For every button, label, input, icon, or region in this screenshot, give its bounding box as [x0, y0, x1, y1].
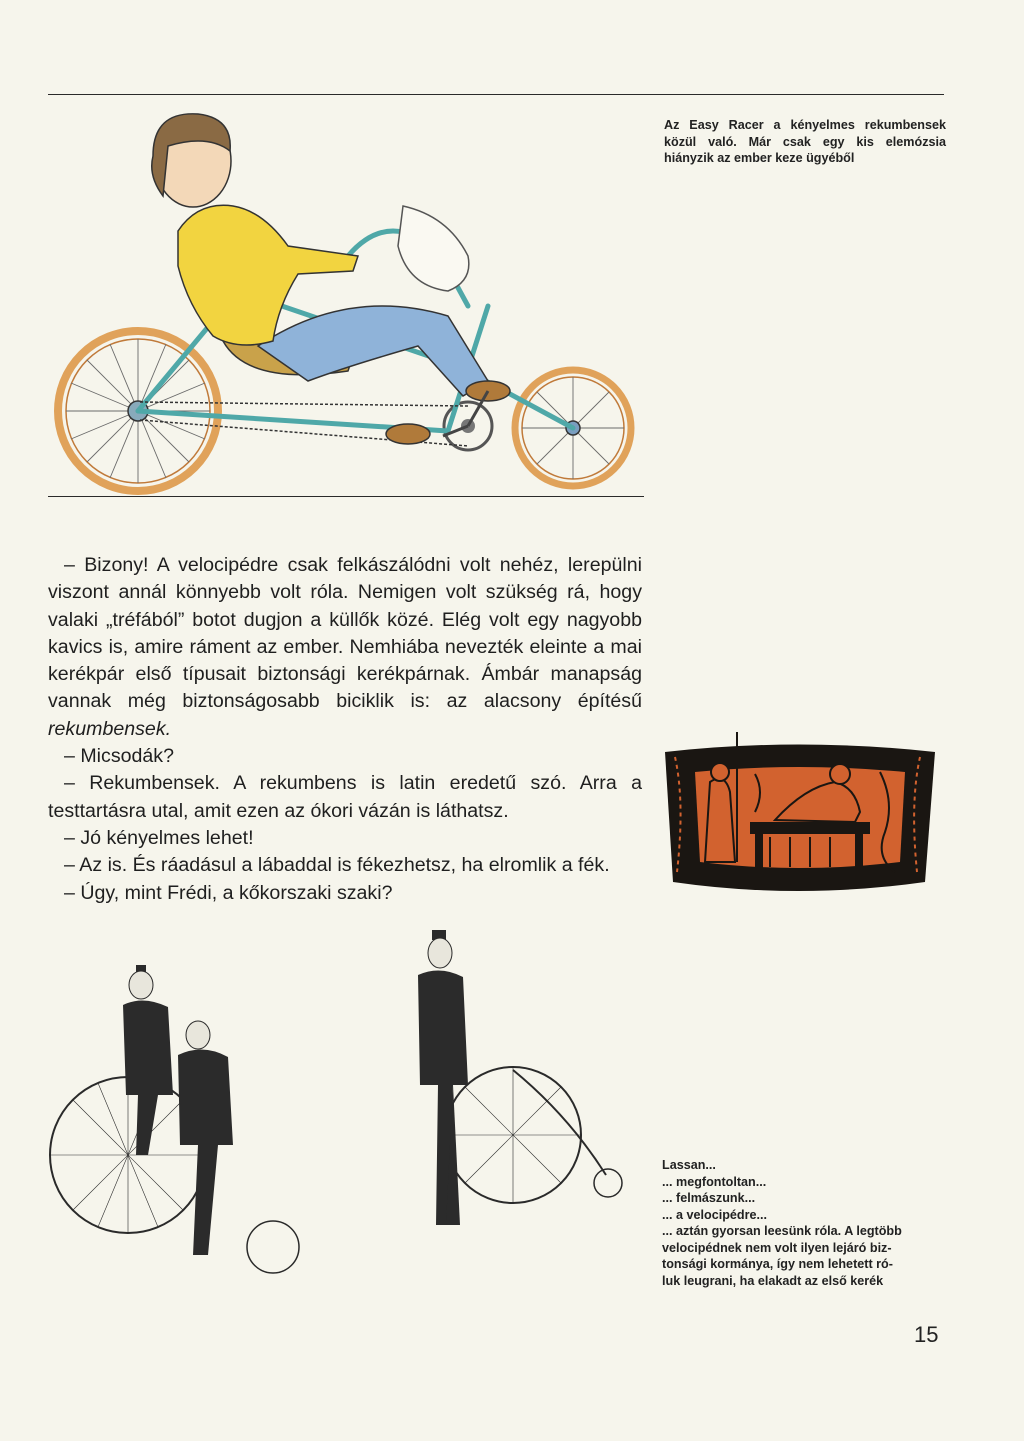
main-body-text [48, 552, 642, 907]
page-number: 15 [914, 1322, 939, 1347]
recumbent-bike-illustration [48, 106, 644, 498]
caption-line: tonsági kormánya, így nem lehetett ró- [662, 1257, 893, 1271]
caption-line: ... megfontoltan... [662, 1174, 767, 1189]
ancient-vase-painting [655, 712, 941, 904]
caption-line: ... aztán gyorsan leesünk róla. A legtöbb [662, 1224, 902, 1238]
penny-farthing-engravings [48, 925, 644, 1340]
illustration-base-rule [48, 496, 644, 497]
caption-easy-racer: Az Easy Racer a kényelmes rekumbensek közül való. Már csak egy kis elemózsia hiányzik az ember keze ügyéből [664, 118, 946, 165]
caption-line: ... a velocipédre... [662, 1207, 767, 1222]
paragraph-kenyelmes: – Jó kényelmes lehet! [64, 826, 254, 849]
caption-lassan [662, 1157, 952, 1289]
paragraph-fredi: – Úgy, mint Frédi, a kőkorszaki szaki? [64, 881, 393, 904]
left-riders [123, 965, 233, 1255]
paragraph-bizony: – Bizony! A velocipédre csak felkászálódni volt nehéz, lerepülni viszont annál könnyebb volt róla. Nemigen volt szükség rá, hogy valaki „tréfából” botot dugjon a küllők közé. Elég volt egy nagyobb kavics is, amire ráment az ember. Nemhiába nevezték eleinte a mai kerékpár első típusait biztonsági kerékpárnak. Ámbár manapság vannak még biztonságosabb biciklik is: az alacsony építésű rekumbensek. [48, 554, 642, 740]
paragraph-rekumbensek: – Rekumbensek. A rekumbens is latin eredetű szó. Arra a testtartásra utal, amit ezen az ókori vázán is láthatsz. [48, 772, 642, 822]
caption-line: luk leugrani, ha elakadt az első kerék [662, 1273, 884, 1288]
paragraph-fekezhetsz: – Az is. És ráadásul a lábaddal is fékezhetsz, ha elromlik a fék. [64, 854, 610, 877]
caption-line: velocipédnek nem volt ilyen lejáró biz- [662, 1240, 892, 1255]
caption-line: ... felmászunk... [662, 1191, 756, 1205]
rider-jeans [258, 306, 488, 396]
paragraph-micsodak: – Micsodák? [64, 745, 174, 768]
fairing [398, 206, 469, 291]
right-rider [418, 930, 468, 1225]
term-rekumbensek: rekumbensek. [48, 717, 172, 740]
caption-line: Lassan... [662, 1158, 716, 1172]
top-rule [48, 94, 944, 95]
